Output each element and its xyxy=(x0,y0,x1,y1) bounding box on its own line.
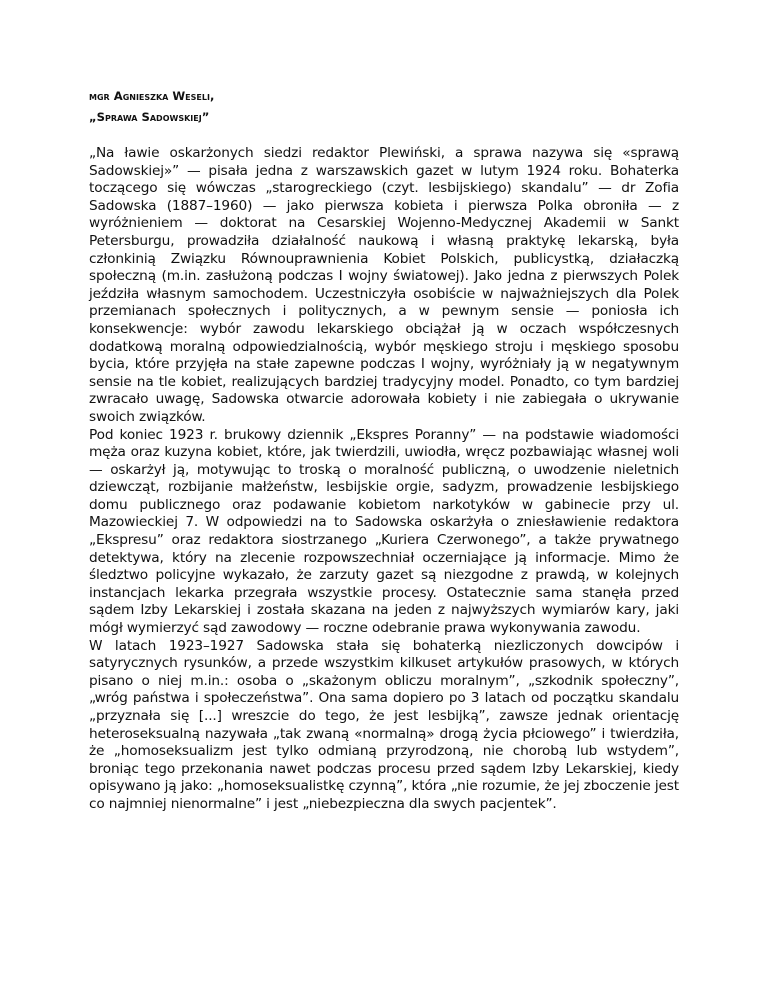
author-name: mgr Agnieszka Weseli, xyxy=(89,89,215,103)
paragraph-1: „Na ławie oskarżonych siedzi redaktor Plewiński, a sprawa nazywa się «sprawą Sadowskiej»” — pisała jedna z warszawskich gazet w lutym 1924 roku. Bohaterka toczącego się wówczas „starogreckiego (czyt. lesbijskiego) skandalu” — dr Zofia Sadowska (1887–1960) — jako pierwsza kobieta i pierwsza Polka obroniła — z wyróżnieniem — doktorat na Cesarskiej Wojenno-Medycznej Akademii w Sankt Petersburgu, prowadziła działalność naukową i własną praktykę lekarską, była członkinią Związku Równouprawnienia Kobiet Polskich, publicystką, działaczką społeczną (m.in. zasłużoną podczas I wojny światowej). Jako jedna z pierwszych Polek jeździła własnym samochodem. Uczestniczyła osobiście w najważniejszych dla Polek przemianach społecznych i politycznych, a w pewnym sensie — poniosła ich konsekwencje: wybór zawodu lekarskiego obciążał ją w oczach współczesnych dodatkową moralną odpowiedzialnością, wybór męskiego stroju i męskiego sposobu bycia, które przyjęła na stałe zapewne podczas I wojny, wyróżniały ją w negatywnym sensie na tle kobiet, realizujących bardziej tradycyjny model. Ponadto, co tym bardziej zwracało uwagę, Sadowska otwarcie adorowała kobiety i nie zabiegała o ukrywanie swoich związków. xyxy=(89,145,679,425)
document-page xyxy=(89,86,679,814)
paragraph-2: Pod koniec 1923 r. brukowy dziennik „Ekspres Poranny” — na podstawie wiadomości męża oraz kuzyna kobiet, które, jak twierdzili, uwiodła, wręcz pozbawiając własnej woli — oskarżył ją, motywując to troską o moralność publiczną, o uwodzenie nieletnich dziewcząt, rozbijanie małżeństw, lesbijskie orgie, sadyzm, prowadzenie lesbijskiego domu publicznego oraz podawanie kobietom narkotyków w gabinecie przy ul. Mazowieckiej 7. W odpowiedzi na to Sadowska oskarżyła o zniesławienie redaktora „Ekspresu” oraz redaktora siostrzanego „Kuriera Czerwonego”, a także prywatnego detektywa, który na zlecenie rozpowszechniał oczerniające ją informacje. Mimo że śledztwo policyjne wykazało, że zarzuty gazet są niezgodne z prawdą, w kolejnych instancjach lekarka przegrała wszystkie procesy. Ostatecznie sama stanęła przed sądem Izby Lekarskiej i została skazana na jeden z najwyższych wymiarów kary, jaki mógł wymierzyć sąd zawodowy — roczne odebranie prawa wykonywania zawodu. xyxy=(89,426,679,637)
article-title: „Sprawa Sadowskiej” xyxy=(89,110,210,124)
paragraph-3: W latach 1923–1927 Sadowska stała się bohaterką niezliczonych dowcipów i satyrycznych rysunków, a przede wszystkim kilkuset artykułów prasowych, w których pisano o niej m.in.: osoba o „skażonym obliczu moralnym”, „szkodnik społeczny”, „wróg państwa i społeczeństwa”. Ona sama dopiero po 3 latach od początku skandalu „przyznała się [...] wreszcie do tego, że jest lesbijką”, zawsze jednak orientację heteroseksualną nazywała „tak zwaną «normalną» drogą życia płciowego” i twierdziła, że „homoseksualizm jest tylko odmianą przyrodzoną, nie chorobą lub wstydem”, broniąc tego przekonania nawet podczas procesu przed sądem Izby Lekarskiej, kiedy opisywano ją jako: „homoseksualistkę czynną”, która „nie rozumie, że jej zboczenie jest co najmniej nienormalne” i jest „niebezpieczna dla swych pacjentek”. xyxy=(89,637,679,812)
